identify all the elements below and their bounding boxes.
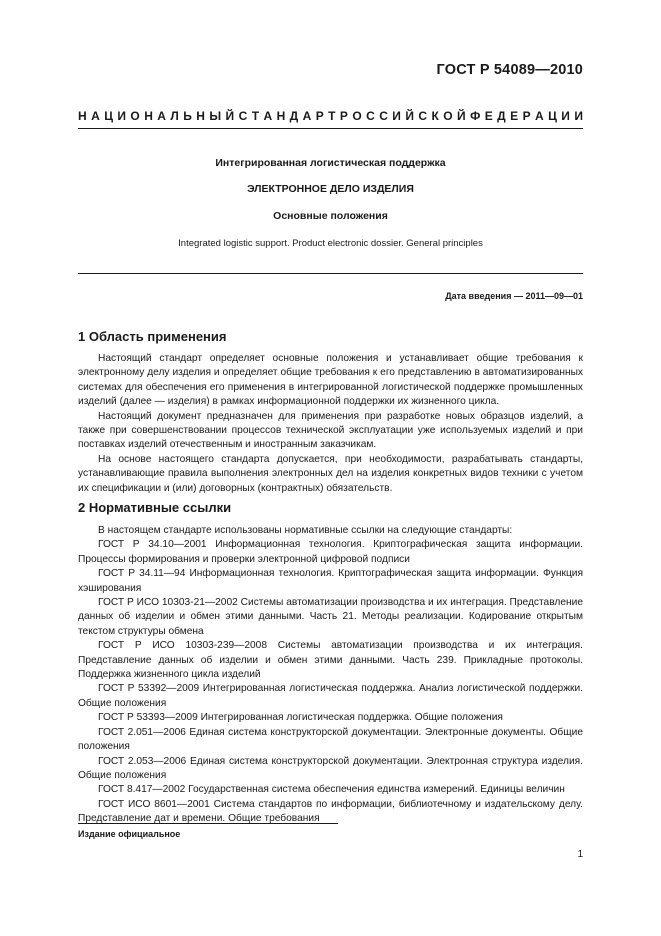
title-english: Integrated logistic support. Product electronic dossier. General principles (178, 238, 483, 249)
reference-item: ГОСТ Р 53393—2009 Интегрированная логистическая поддержка. Общие положения (98, 712, 503, 724)
reference-item: ГОСТ 8.417—2002 Государственная система обеспечения единства измерений. Единицы величин (98, 784, 565, 796)
reference-item: ГОСТ Р ИСО 10303-21—2002 Системы автоматизации производства и их интеграция. Представление данных об изделии и обмен этими данными. Часть 21. Методы реализации. Кодирование открытым текстом структуры обмена (78, 597, 583, 637)
reference-item: ГОСТ Р ИСО 10303-239—2008 Системы автоматизации производства и их интеграция. Представление данных об изделии и обмен этими данными. Часть 239. Прикладные протоколы. Поддержка жизненного цикла изделий (78, 640, 583, 681)
page-number: 1 (577, 849, 583, 860)
title-line-1: Интегрированная логистическая поддержка (215, 157, 446, 169)
header-rule (78, 128, 583, 129)
edition-label: Издание официальное (78, 829, 181, 839)
title-line-3: Основные положения (273, 210, 388, 222)
national-standard-banner: Н А Ц И О Н А Л Ь Н Ы Й С Т А Н Д А Р Т Р О С С И Й С К О Й Ф Е Д Е Р А Ц И И (78, 109, 583, 123)
gost-number: ГОСТ Р 54089—2010 (436, 62, 583, 78)
reference-item: ГОСТ ИСО 8601—2001 Система стандартов по информации, библиотечному и издательскому делу. Представление дат и времени. Общие требования (78, 798, 583, 825)
paragraph: В настоящем стандарте использованы нормативные ссылки на следующие стандарты: (98, 525, 513, 536)
reference-item: ГОСТ Р 34.10—2001 Информационная технология. Криптографическая защита информации. Процессы формирования и проверки электронной цифровой подписи (78, 539, 583, 565)
reference-item: ГОСТ 2.051—2006 Единая система конструкторской документации. Электронные документы. Общие положения (78, 726, 583, 753)
section-2-heading: 2 Нормативные ссылки (78, 500, 232, 515)
paragraph: Настоящий стандарт определяет основные положения и устанавливает общие требования к электронному делу изделия и определяет общие требования к его представлению в автоматизированных системах для обеспечения его применения в интегрированной логистической поддержке промышленных изделий (далее — изделия) в рамках информационной поддержки их жизненного цикла. (78, 353, 583, 408)
title-rule (78, 273, 583, 274)
reference-item: ГОСТ 2.053—2006 Единая система конструкторской документации. Электронная структура изделия. Общие положения (78, 755, 583, 781)
footer-rule (78, 823, 338, 824)
section-1-heading: 1 Область применения (78, 329, 227, 344)
section-2-body (78, 524, 583, 827)
paragraph: На основе настоящего стандарта допускается, при необходимости, разрабатывать стандарты, устанавливающие правила выполнения электронных дел на изделия конкретных видов техники с учетом их спецификации и (или) договорных (контрактных) обязательств. (78, 453, 583, 494)
reference-item: ГОСТ Р 34.11—94 Информационная технология. Криптографическая защита информации. Функция хэширования (78, 568, 583, 594)
intro-date: Дата введения — 2011—09—01 (445, 291, 583, 301)
reference-item: ГОСТ Р 53392—2009 Интегрированная логистическая поддержка. Анализ логистической поддержки. Общие положения (78, 683, 583, 709)
section-1-body (78, 352, 583, 496)
paragraph: Настоящий документ предназначен для применения при разработке новых образцов изделий, а также при совершенствовании процессов технической эксплуатации уже используемых изделий и при поставках изделий отечественным и иностранным заказчикам. (78, 410, 583, 451)
title-line-2: ЭЛЕКТРОННОЕ ДЕЛО ИЗДЕЛИЯ (247, 183, 414, 195)
